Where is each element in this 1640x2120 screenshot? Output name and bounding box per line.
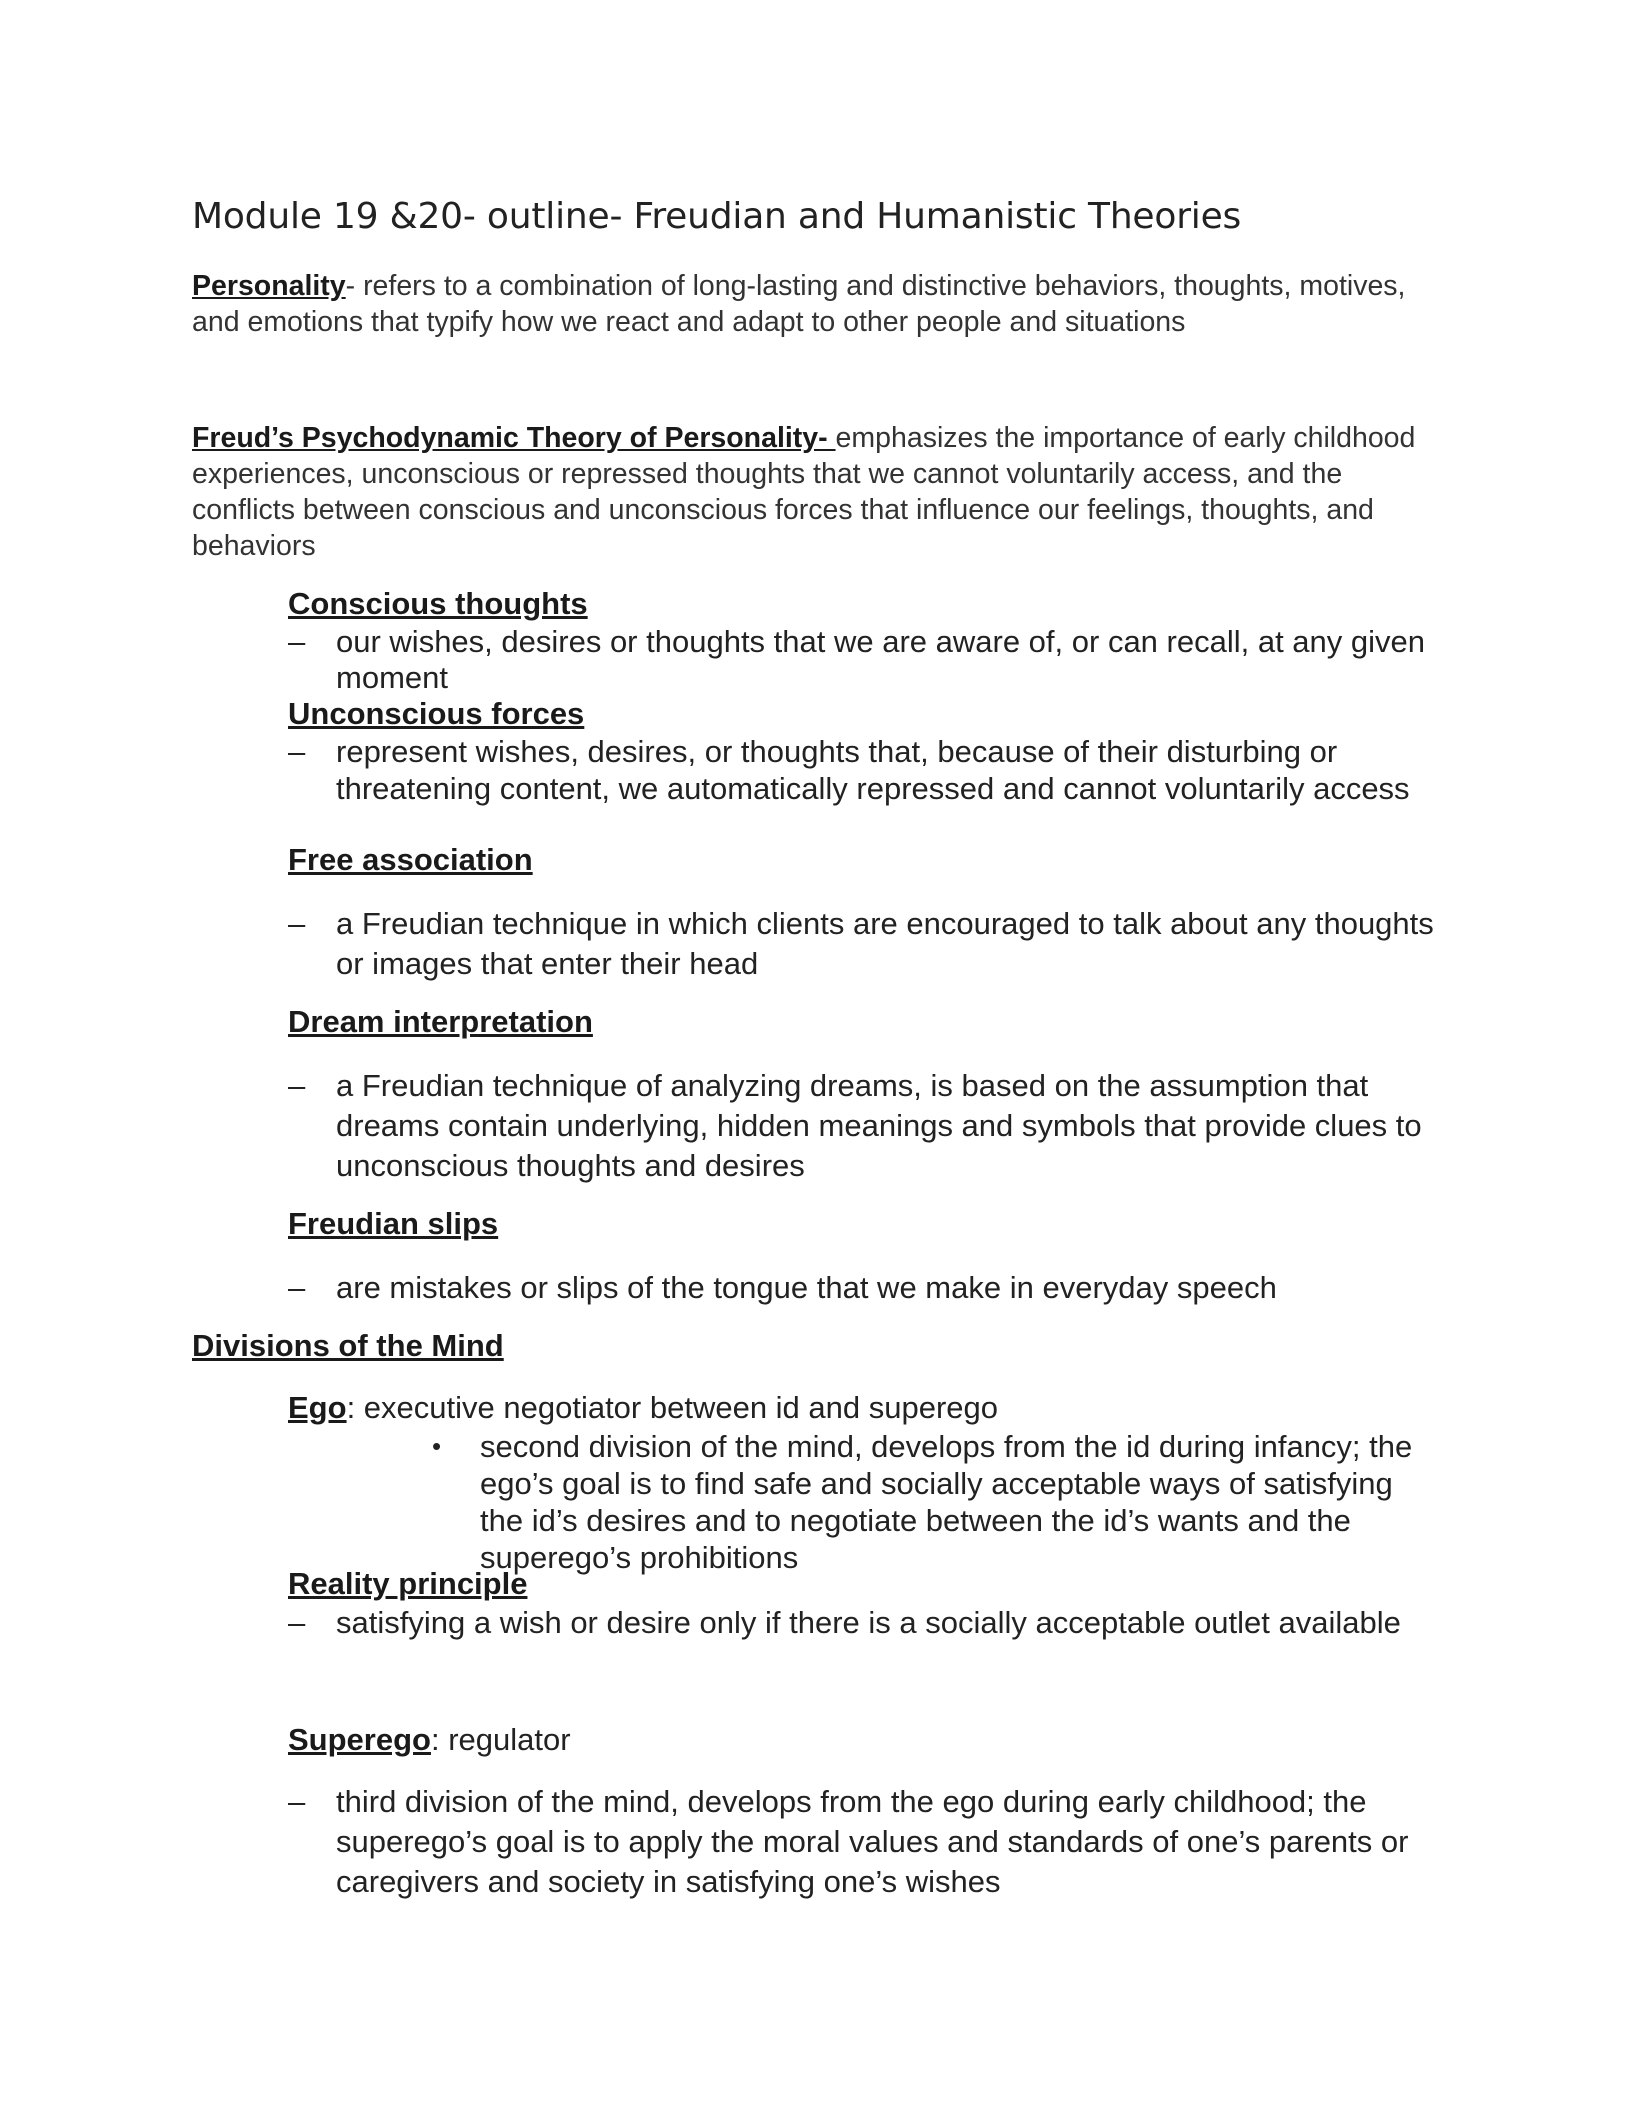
dash-mark: – <box>288 1270 306 1305</box>
free-association-heading: Free association <box>288 842 533 877</box>
dream-heading: Dream interpretation <box>288 1004 593 1039</box>
reality-item <box>288 1604 1446 1641</box>
ego-term: Ego <box>288 1390 347 1425</box>
divisions-heading: Divisions of the Mind <box>192 1328 504 1363</box>
ego-bullet-text: second division of the mind, develops from the id during infancy; the ego’s goal is to find safe and socially acceptable ways of satisfying the id’s desires and to negotiate between the id’s wants and the superego’s prohibitions <box>480 1429 1413 1575</box>
superego-text: : regulator <box>430 1722 571 1757</box>
unconscious-item <box>288 734 1446 807</box>
bullet-mark: • <box>432 1431 442 1461</box>
personality-text: - refers to a combination of long-lasting and distinctive behaviors, thoughts, motives, and emotions that typify how we react and adapt to other people and situations <box>192 270 1406 338</box>
ego-bullet-item <box>432 1428 1440 1576</box>
dash-mark: – <box>288 1068 306 1103</box>
freud-term: Freud’s Psychodynamic Theory of Personality- <box>192 422 836 454</box>
conscious-text: our wishes, desires or thoughts that we are aware of, or can recall, at any given moment <box>336 624 1426 695</box>
ego-text: : executive negotiator between id and superego <box>346 1390 999 1425</box>
reality-heading: Reality principle <box>288 1566 528 1601</box>
conscious-heading: Conscious thoughts <box>288 586 588 621</box>
dash-mark: – <box>288 1605 306 1640</box>
freud-text: emphasizes the importance of early childhood experiences, unconscious or repressed thoughts that we cannot voluntarily access, and the conflicts between conscious and unconscious forces that influence our feelings, thoughts, and behaviors <box>192 422 1416 562</box>
slips-heading: Freudian slips <box>288 1206 499 1241</box>
superego-item-text: third division of the mind, develops from the ego during early childhood; the superego’s goal is to apply the moral values and standards of one’s parents or caregivers and society in satisfying one’s wishes <box>336 1784 1409 1899</box>
freud-definition <box>192 420 1452 564</box>
free-association-text: a Freudian technique in which clients are encouraged to talk about any thoughts or images that enter their head <box>336 906 1434 981</box>
superego-term: Superego <box>288 1722 431 1757</box>
ego-line <box>288 1390 998 1426</box>
dash-mark: – <box>288 1784 306 1819</box>
dash-mark: – <box>288 624 306 659</box>
dash-mark: – <box>288 734 306 769</box>
dream-item <box>288 1066 1446 1186</box>
dream-text: a Freudian technique of analyzing dreams, is based on the assumption that dreams contain underlying, hidden meanings and symbols that provide clues to unconscious thoughts and desires <box>336 1068 1422 1183</box>
conscious-item <box>288 624 1446 696</box>
reality-text: satisfying a wish or desire only if there is a socially acceptable outlet available <box>336 1605 1401 1640</box>
unconscious-heading: Unconscious forces <box>288 696 585 731</box>
superego-line <box>288 1722 571 1758</box>
personality-term: Personality <box>192 270 346 302</box>
page-title: Module 19 &20- outline- Freudian and Humanistic Theories <box>192 196 1242 237</box>
superego-item <box>288 1782 1446 1902</box>
personality-definition <box>192 268 1452 340</box>
unconscious-text: represent wishes, desires, or thoughts that, because of their disturbing or threatening content, we automatically repressed and cannot voluntarily access <box>336 734 1410 806</box>
slips-text: are mistakes or slips of the tongue that we make in everyday speech <box>336 1270 1277 1305</box>
dash-mark: – <box>288 906 306 941</box>
slips-item <box>288 1268 1446 1308</box>
free-association-item <box>288 904 1446 984</box>
